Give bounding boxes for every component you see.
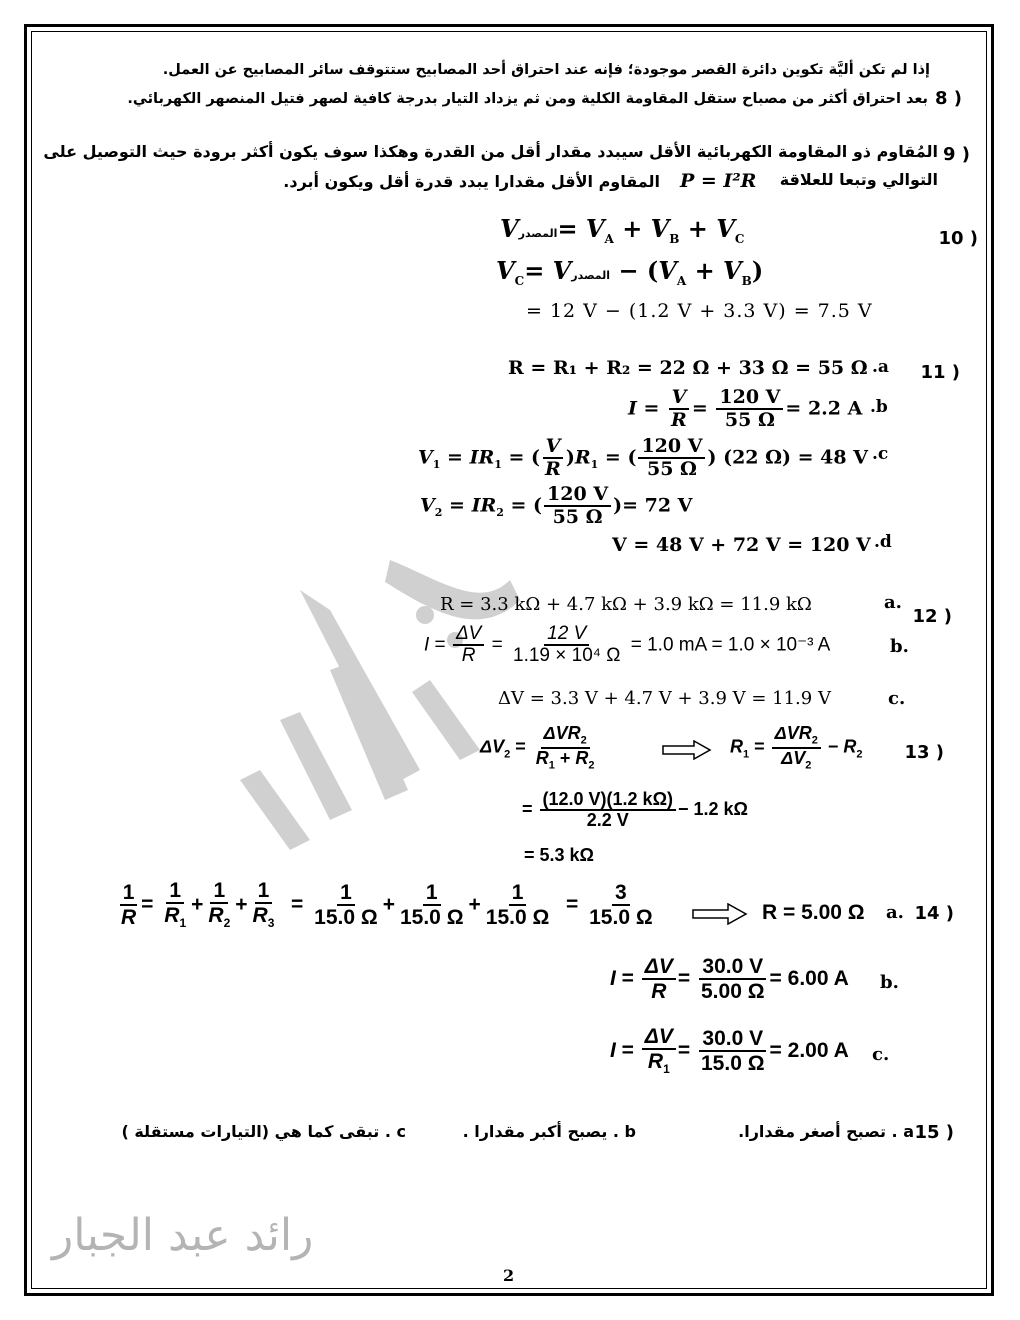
q13-eq3: = 5.3 kΩ bbox=[524, 845, 594, 865]
q11-c-result: (22 Ω) = 48 V bbox=[723, 446, 868, 469]
q13-eq2-tail: − 1.2 kΩ bbox=[678, 799, 748, 820]
q13-eq2: = $\frac{(12.0 V)(1.2 k\Omega)}{2.2 V}$ − 1.2 kΩ bbox=[522, 789, 748, 830]
q13-eq1: $\Delta V_2$ = $\frac{\Delta VR_2}{R_1 + R_2}$ bbox=[480, 723, 595, 772]
q14-a-result: R = 5.00 Ω bbox=[762, 901, 865, 924]
q13-eq1b: $R_1$ = $\frac{\Delta VR_2}{\Delta V_2}$ − $R_2$ bbox=[730, 723, 863, 772]
q14-c-label: c. bbox=[872, 1044, 890, 1065]
q14-number: 14 ) bbox=[914, 903, 954, 924]
q15-a: a . تصبح أصغر مقدارا. bbox=[738, 1122, 914, 1141]
q12-c-label: c. bbox=[888, 688, 906, 709]
q12-c-eq: ΔV = 3.3 V + 4.7 V + 3.9 V = 11.9 V bbox=[498, 688, 831, 709]
q12-b-label: b. bbox=[890, 636, 909, 657]
q14-c-result: = 2.00 A bbox=[769, 1038, 849, 1062]
q13-arrow-icon bbox=[662, 740, 712, 760]
q10-eq2-sub: المصدر bbox=[571, 269, 611, 282]
author-signature: رائد عبد الجبار bbox=[52, 1210, 314, 1261]
q15-b: b . يصبح أكبر مقدارا . bbox=[462, 1122, 636, 1141]
q11-a-label: .a bbox=[872, 357, 889, 377]
q11-a-eq: R = R₁ + R₂ = 22 Ω + 33 Ω = 55 Ω bbox=[508, 357, 868, 379]
page-number: 2 bbox=[503, 1266, 515, 1285]
watermark-calligraphy bbox=[180, 520, 540, 900]
q13-eq2-denominator: 2.2 V bbox=[586, 809, 629, 830]
q12-b-eq: I = $\frac{\Delta V}{R}$ = $\frac{12 V}{\text{1.19 × 10⁴ Ω}}$ = 1.0 mA = 1.0 × 10⁻³ A bbox=[424, 623, 831, 666]
q8-line1: إذا لم تكن أليَّة تكوين دائرة القصر موجودة؛ فإنه عند احتراق أحد المصابيح ستتوقف سائر المصابيح عن العمل. bbox=[162, 62, 930, 78]
q9-number: 9 ) bbox=[942, 144, 970, 165]
q8-line2: بعد احتراق أكثر من مصباح ستقل المقاومة الكلية ومن ثم يزداد التيار بدرجة كافية لصهر فتيل المنصهر الكهربائي. bbox=[127, 91, 928, 107]
q11-b-eq: I = $\frac{V}{R}$ = $\frac{120 V}{55 \Omega}$ = 2.2 A bbox=[628, 386, 863, 431]
q11-v2-result: = 72 V bbox=[622, 494, 693, 517]
q15-number: 15 ) bbox=[914, 1122, 954, 1143]
q12-a-label: a. bbox=[884, 592, 902, 613]
q9-line2b: المقاوم الأقل مقدارا يبدد قدرة أقل ويكون أبرد. bbox=[283, 172, 660, 191]
q9-line2a: التوالي وتبعا للعلاقة bbox=[779, 170, 938, 189]
q10-eq3: = 12 V − (1.2 V + 3.3 V) = 7.5 V bbox=[526, 300, 873, 322]
q14-a-label: a. bbox=[886, 902, 904, 923]
q11-d-label: .d bbox=[874, 532, 892, 552]
q11-d-eq: V = 48 V + 72 V = 120 V bbox=[612, 534, 871, 556]
q11-number: 11 ) bbox=[920, 362, 960, 383]
q14-c-eq: I = $\frac{\Delta V}{R_1}$ = $\frac{30.0 V}{15.0 \Omega}$ = 2.00 A bbox=[610, 1025, 849, 1077]
q14-b-eq: I = $\frac{\Delta V}{R}$ = $\frac{30.0 V}{5.00 \Omega}$ = 6.00 A bbox=[610, 955, 849, 1004]
q13-number: 13 ) bbox=[904, 742, 944, 763]
q11-c-label: .c bbox=[872, 444, 889, 464]
q14-arrow-icon bbox=[692, 903, 748, 925]
q13-eq2-numerator: (12.0 V)(1.2 kΩ) bbox=[540, 790, 676, 811]
q10-eq1-sub: المصدر bbox=[518, 227, 558, 240]
q15-c: c . تبقى كما هي (التيارات مستقلة ) bbox=[121, 1122, 406, 1141]
q9-line1: المُقاوم ذو المقاومة الكهربائية الأقل سيبدد مقدار أقل من القدرة وهكذا سوف يكون أكثر برودة حيث التوصيل على bbox=[43, 142, 938, 161]
q12-b-result: = 1.0 mA = 1.0 × 10⁻³ A bbox=[630, 634, 831, 656]
q10-eq1: Vالمصدر= $V_A + V_B + V_C$ bbox=[500, 214, 745, 246]
q14-b-label: b. bbox=[880, 972, 899, 993]
q10-number: 10 ) bbox=[938, 228, 978, 249]
q11-c-eq: $V_1 = IR_1$ = ( $\frac{V}{R}$ )$R_1$ = ( $\frac{120 V}{55 \Omega}$ ) (22 Ω) = 48 V bbox=[418, 435, 868, 480]
q8-number: 8 ) bbox=[934, 88, 962, 109]
q14-a-eq: $\frac{1}{R}$ = $\frac{1}{R_1}$ + $\frac{1}{R_2}$ + $\frac{1}{R_3}$ = $\frac{1}{15.0 \Omega}$ + $\frac{1}{15.0 \Omega}$ + $\frac{1}{15.0 \Omega}$ = $\frac{3}{15.0 \Omega}$ bbox=[121, 879, 653, 931]
q14-b-result: = 6.00 A bbox=[769, 967, 849, 991]
q10-eq2: $V_C=$ Vالمصدر − $(V_A + V_B)$ bbox=[496, 256, 764, 288]
q9-formula: P = I²R bbox=[680, 170, 757, 192]
q11-b-result: = 2.2 A bbox=[785, 397, 863, 420]
q12-a-eq: R = 3.3 kΩ + 4.7 kΩ + 3.9 kΩ = 11.9 kΩ bbox=[440, 594, 812, 615]
q11-v2-eq: $V_2 = IR_2$ = ( $\frac{120 V}{55 \Omega}$ )= 72 V bbox=[420, 483, 693, 528]
q12-number: 12 ) bbox=[912, 606, 952, 627]
q11-b-label: .b bbox=[870, 397, 888, 417]
